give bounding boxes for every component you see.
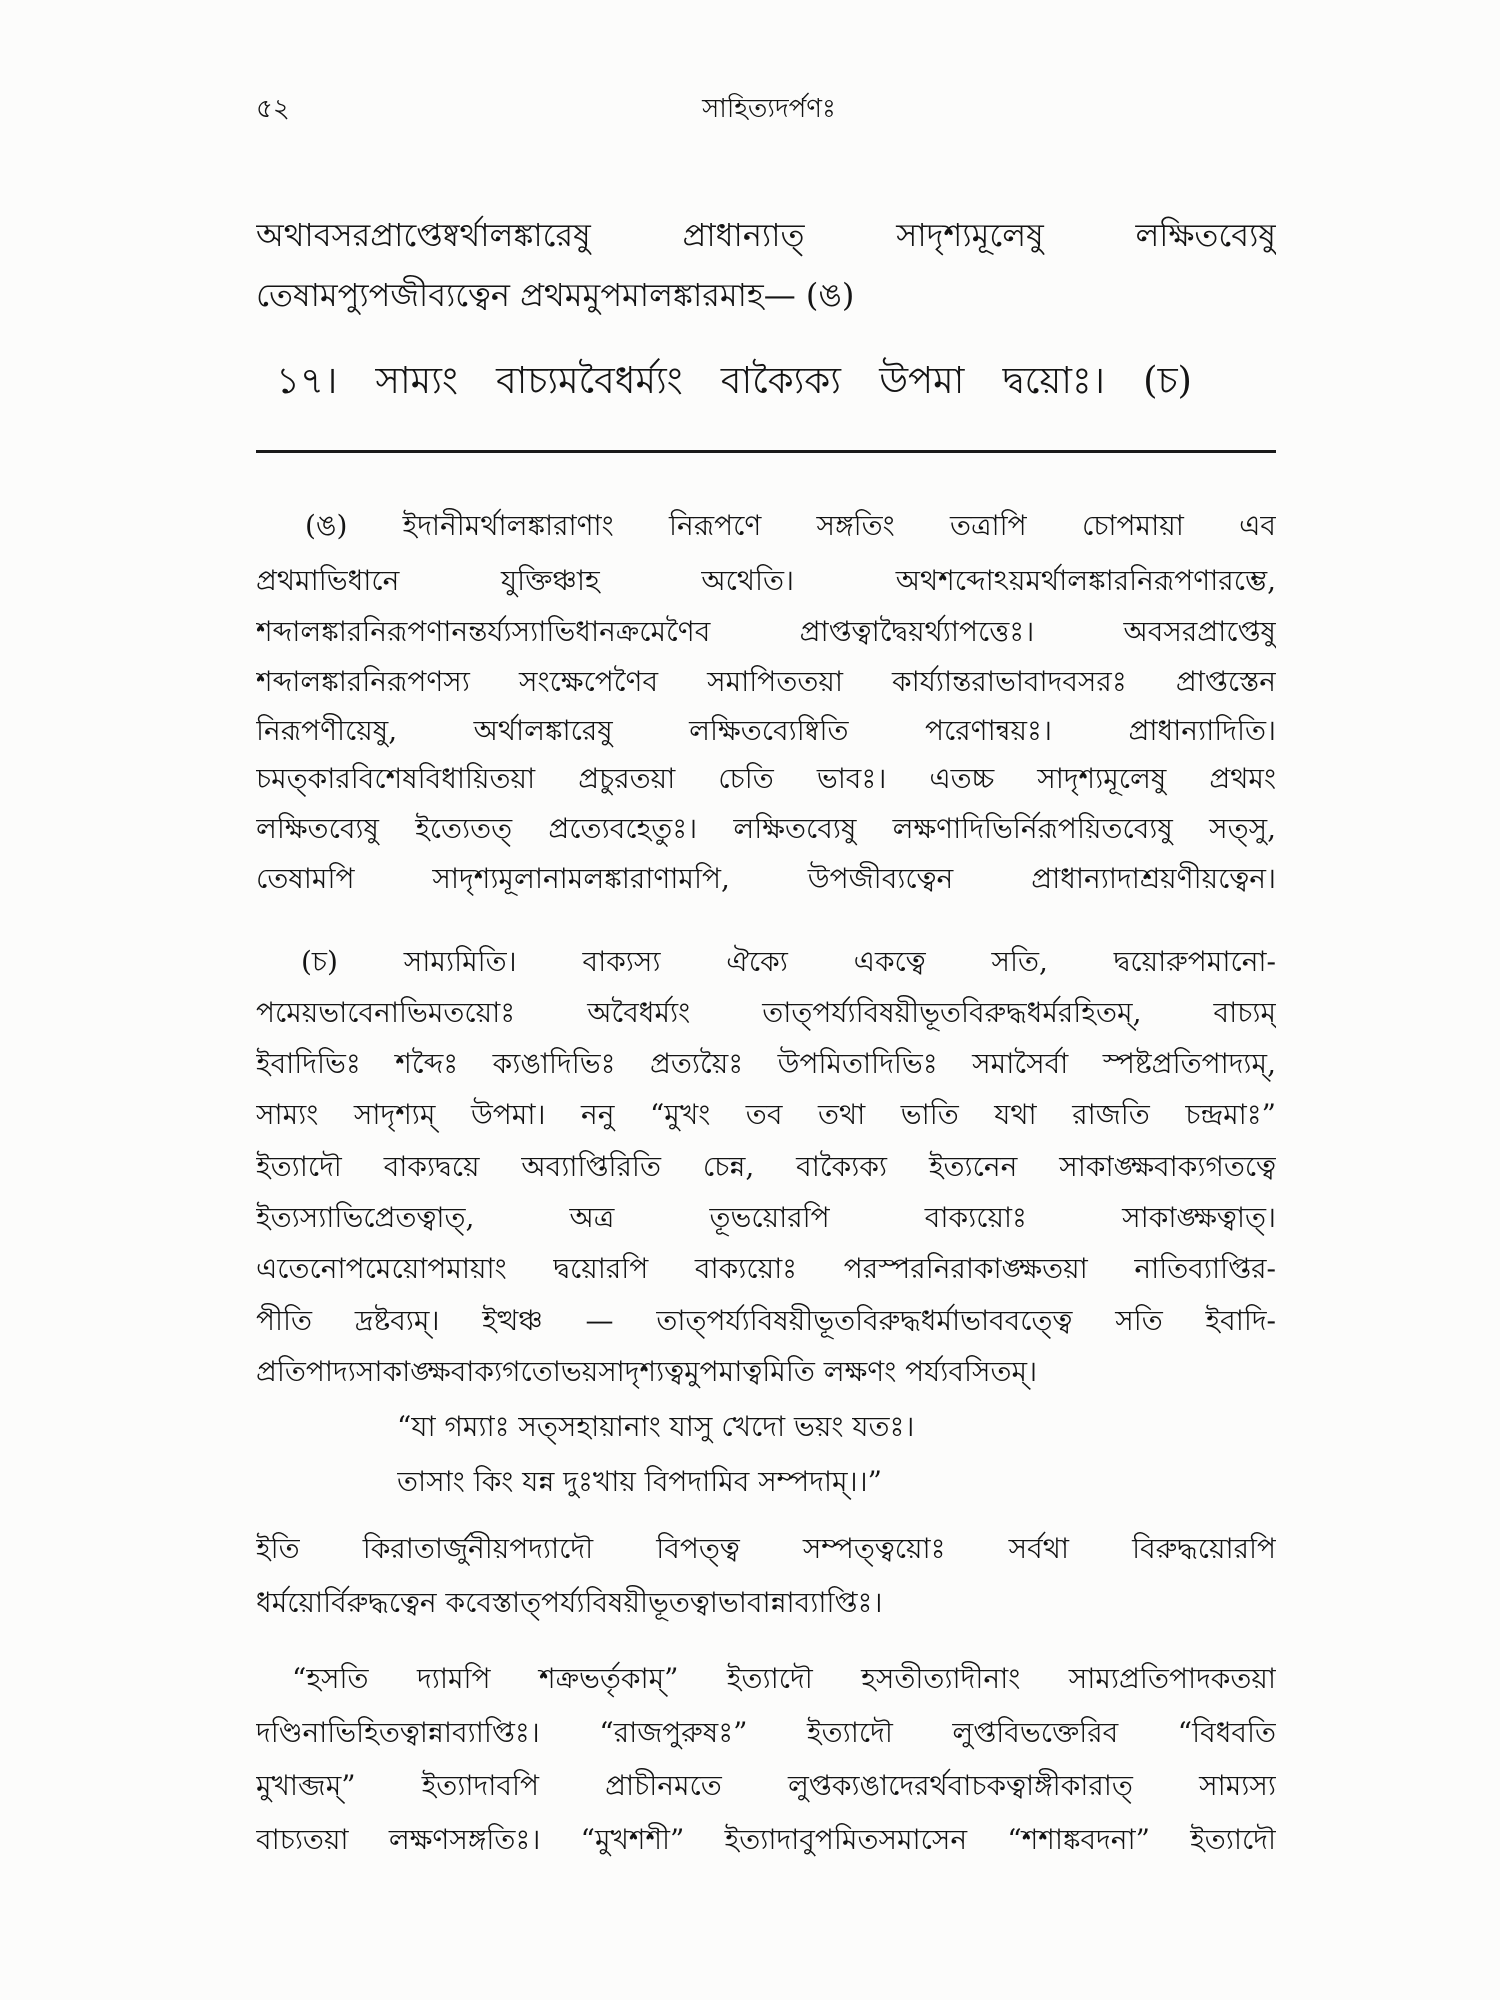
commentary-c-line: পীতি দ্রষ্টব্যম্। ইত্থঞ্চ — তাত্পর্য্যবিষয়ীভূতবিরুদ্ধধর্মাভাববত্ত্বে সতি ইবাদি- xyxy=(256,1304,1276,1337)
commentary-n-line: শব্দালঙ্কারনিরূপণস্য সংক্ষেপেণৈব সমাপিততয়া কার্য্যান্তরাভাবাদবসরঃ প্রাপ্তস্তেন xyxy=(256,665,1276,698)
commentary-c-line: পমেয়ভাবেনাভিমতয়োঃ অবৈধর্ম্যং তাত্পর্য্যবিষয়ীভূতবিরুদ্ধধর্মরহিতম্, বাচ্যম্ xyxy=(256,996,1276,1029)
hasati-paragraph-line: বাচ্যতয়া লক্ষণসঙ্গতিঃ। “মুখশশী” ইত্যাদাবুপমিতসমাসেন “শশাঙ্কবদনা” ইত্যাদৌ xyxy=(256,1823,1276,1856)
commentary-n-line: (ঙ) ইদানীমর্থালঙ্কারাণাং নিরূপণে সঙ্গতিং তত্রাপি চোপমায়া এব xyxy=(305,509,1276,542)
commentary-n-line: শব্দালঙ্কারনিরূপণানন্তর্য্যস্যাভিধানক্রমেণৈব প্রাপ্তত্বাদ্বৈয়র্থ্যাপত্তেঃ। অবসরপ্রাপ্তেষু xyxy=(256,615,1276,648)
iti-paragraph-line: ধর্ময়োর্বিরুদ্ধত্বেন কবেস্তাত্পর্য্যবিষয়ীভূতত্বাভাবান্নাব্যাপ্তিঃ। xyxy=(256,1586,883,1619)
quote-line: “যা গম্যাঃ সত্সহায়ানাং যাসু খেদো ভয়ং যতঃ। xyxy=(397,1410,915,1443)
intro-line: তেষামপ্যুপজীব্যত্বেন প্রথমমুপমালঙ্কারমাহ— (ঙ) xyxy=(256,276,855,314)
quote-line: তাসাং কিং যন্ন দুঃখায় বিপদামিব সম্পদাম্।।” xyxy=(397,1465,882,1498)
hasati-paragraph-line: “হসতি দ্যামপি শক্রভর্তৃকাম্” ইত্যাদৌ হসতীত্যাদীনাং সাম্যপ্রতিপাদকতয়া xyxy=(292,1662,1276,1695)
commentary-n-line: লক্ষিতব্যেষু ইত্যেতত্ প্রত্যেবহেতুঃ। লক্ষিতব্যেষু লক্ষণাদিভির্নিরূপয়িতব্যেষু সত্সু, xyxy=(256,812,1276,845)
commentary-n-line: তেষামপি সাদৃশ্যমূলানামলঙ্কারাণামপি, উপজীব্যত্বেন প্রাধান্যাদাশ্রয়ণীয়ত্বেন। xyxy=(256,862,1276,895)
commentary-c-line: ইত্যস্যাভিপ্রেতত্বাত্, অত্র তূভয়োরপি বাক্যয়োঃ সাকাঙ্ক্ষত্বাত্। xyxy=(256,1201,1276,1234)
page-number: ৫২ xyxy=(256,94,290,124)
commentary-c-line: সাম্যং সাদৃশ্যম্ উপমা। ননু “মুখং তব তথা ভাতি যথা রাজতি চন্দ্রমাঃ” xyxy=(256,1098,1276,1131)
commentary-c-line: ইত্যাদৌ বাক্যদ্বয়ে অব্যাপ্তিরিতি চেন্ন, বাক্যৈক্য ইত্যনেন সাকাঙ্ক্ষবাক্যগতত্বে xyxy=(256,1150,1276,1183)
commentary-c-line: প্রতিপাদ্যসাকাঙ্ক্ষবাক্যগতোভয়সাদৃশ্যত্বমুপমাত্বমিতি লক্ষণং পর্য্যবসিতম্। xyxy=(256,1355,1038,1388)
karika-verse: ১৭। সাম্যং বাচ্যমবৈধর্ম্যং বাক্যৈক্য উপমা দ্বয়োঃ। (চ) xyxy=(276,359,1192,402)
commentary-c-line: ইবাদিভিঃ শব্দৈঃ ক্যঙাদিভিঃ প্রত্যয়ৈঃ উপমিতাদিভিঃ সমাসৈর্বা স্পষ্টপ্রতিপাদ্যম্, xyxy=(256,1047,1276,1080)
intro-line: অথাবসরপ্রাপ্তেষ্বর্থালঙ্কারেষু প্রাধান্যাত্ সাদৃশ্যমূলেষু লক্ষিতব্যেষু xyxy=(256,216,1276,254)
commentary-n-line: প্রথমাভিধানে যুক্তিঞ্চাহ অথেতি। অথশব্দোঽয়মর্থালঙ্কারনিরূপণারম্ভে, xyxy=(256,564,1276,597)
running-title: সাহিত্যদর্পণঃ xyxy=(702,94,836,124)
commentary-n-line: চমত্কারবিশেষবিধায়িতয়া প্রচুরতয়া চেতি ভাবঃ। এতচ্চ সাদৃশ্যমূলেষু প্রথমং xyxy=(256,762,1276,795)
commentary-c-line: এতেনোপমেয়োপমায়াং দ্বয়োরপি বাক্যয়োঃ পরস্পরনিরাকাঙ্ক্ষতয়া নাতিব্যাপ্তির- xyxy=(256,1252,1276,1285)
iti-paragraph-line: ইতি কিরাতার্জুনীয়পদ্যাদৌ বিপত্ত্ব সম্পত্ত্বয়োঃ সর্বথা বিরুদ্ধয়োরপি xyxy=(256,1532,1276,1565)
commentary-n-line: নিরূপণীয়েষু, অর্থালঙ্কারেষু লক্ষিতব্যেষ্বিতি পরেণান্বয়ঃ। প্রাধান্যাদিতি। xyxy=(256,714,1276,747)
commentary-c-line: (চ) সাম্যমিতি। বাক্যস্য ঐক্যে একত্বে সতি, দ্বয়োরুপমানো- xyxy=(301,945,1276,978)
hasati-paragraph-line: মুখাব্জম্” ইত্যাদাবপি প্রাচীনমতে লুপ্তক্যঙাদেরর্থবাচকত্বাঙ্গীকারাত্ সাম্যস্য xyxy=(256,1769,1276,1802)
separator-rule xyxy=(256,450,1276,453)
hasati-paragraph-line: দণ্ডিনাভিহিতত্বান্নাব্যাপ্তিঃ। “রাজপুরুষঃ” ইত্যাদৌ লুপ্তবিভক্তেরিব “বিধবতি xyxy=(256,1716,1276,1749)
